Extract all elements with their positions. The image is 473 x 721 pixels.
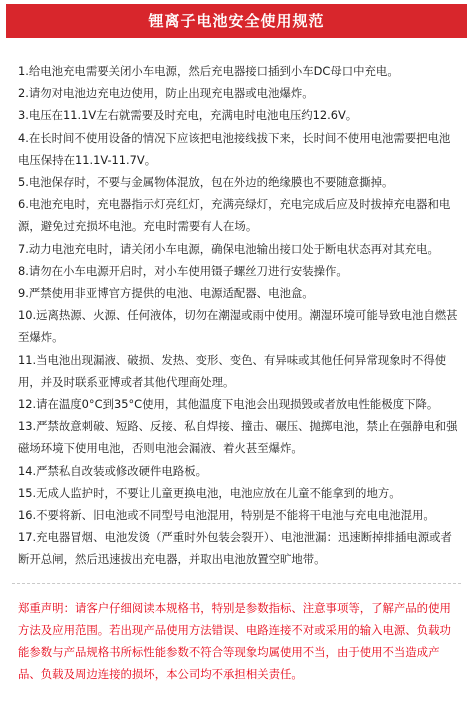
- list-item: 10.远离热源、火源、任何液体，切勿在潮湿或雨中使用。潮湿环境可能导致电池自燃甚至爆炸。: [18, 308, 458, 345]
- list-item: 1.给电池充电需要关闭小车电源，然后充电器接口插到小车DC母口中充电。: [18, 64, 399, 78]
- list-item: 9.严禁使用非亚博官方提供的电池、电源适配器、电池盒。: [18, 286, 314, 301]
- list-item: 15.无成人监护时，不要让儿童更换电池，电池应放在儿童不能拿到的地方。: [18, 485, 401, 500]
- safety-rules-list: [0, 60, 473, 571]
- list-item: 2.请勿对电池边充电边使用，防止出现充电器或电池爆炸。: [18, 86, 314, 101]
- list-item: 12.请在温度0°C到35°C使用，其他温度下电池会出现损毁或者放电性能极度下降。: [18, 397, 439, 412]
- list-item: 5.电池保存时，不要与金属物体混放，包在外边的绝缘膜也不要随意撕掉。: [18, 175, 394, 190]
- list-item: 16.不要将新、旧电池或不同型号电池混用，特别是不能将干电池与充电电池混用。: [18, 508, 435, 523]
- safety-spec-page: [0, 4, 473, 721]
- list-item: 17.充电器冒烟、电池发烫（严重时外包装会裂开）、电池泄漏：迅速断掉排插电源或者断开总闸，然后迅速拔出充电器，并取出电池放置空旷地带。: [18, 530, 452, 567]
- list-item: 8.请勿在小车电源开启时，对小车使用镊子螺丝刀进行安装操作。: [18, 263, 348, 278]
- list-item: 14.严禁私自改装或修改硬件电路板。: [18, 463, 207, 478]
- disclaimer-text: 郑重声明：请客户仔细阅读本规格书，特别是参数指标、注意事项等，了解产品的使用方法及应用范围。若出现产品使用方法错误、电路连接不对或采用的输入电源、负载功能参数与产品规格书所标性能参数不符合等现象均属使用不当，由于使用不当造成产品、负载及周边连接的损坏，本公司均不承担相关责任。: [18, 600, 451, 682]
- list-item: 6.电池充电时，充电器指示灯亮红灯，充满亮绿灯，充电完成后应及时拔掉充电器和电源，避免过充损坏电池。充电时需要有人在场。: [18, 197, 451, 234]
- section-divider: [12, 583, 461, 584]
- list-item: 3.电压在11.1V左右就需要及时充电，充满电时电池电压约12.6V。: [18, 108, 358, 123]
- list-item: 11.当电池出现漏液、破损、发热、变形、变色、有异味或其他任何异常现象时不得使用，并及时联系亚博或者其他代理商处理。: [18, 352, 447, 389]
- list-item: 7.动力电池充电时，请关闭小车电源，确保电池输出接口处于断电状态再对其充电。: [18, 241, 439, 256]
- list-item: 4.在长时间不使用设备的情况下应该把电池接线拔下来，长时间不使用电池需要把电池电压保持在11.1V-11.7V。: [18, 130, 451, 167]
- list-item: 13.严禁故意刺破、短路、反接、私自焊接、撞击、碾压、抛掷电池，禁止在强静电和强磁场环境下使用电池，否则电池会漏液、着火甚至爆炸。: [18, 419, 458, 456]
- page-title: 锂离子电池安全使用规范: [6, 4, 467, 38]
